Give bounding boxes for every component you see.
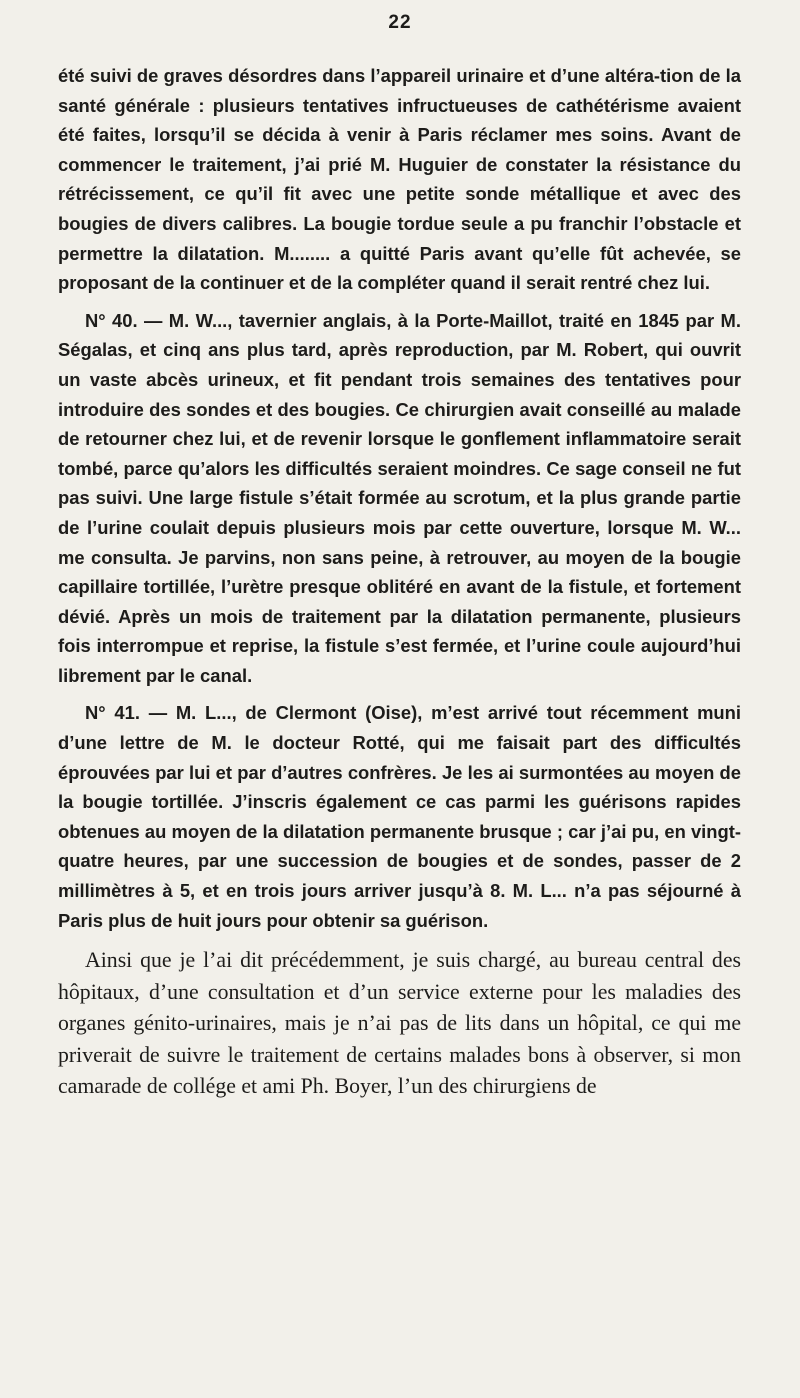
paragraph-conclusion: Ainsi que je l’ai dit précédemment, je suis chargé, au bureau central des hôpitaux, d’une consultation et d’un service externe pour les maladies des organes génito-urinaires, mais je n’ai pas de lits dans un hôpital, ce qui me priverait de suivre le traitement de certains malades bons à observer, si mon camarade de collége et ami Ph. Boyer, l’un des chirurgiens de: [58, 948, 741, 1099]
paragraph-case-41: N° 41. — M. L..., de Clermont (Oise), m’est arrivé tout récemment muni d’une lettre de M. le docteur Rotté, qui me faisait part des difficultés éprouvées par lui et par d’autres confrères. Je les ai surmontées au moyen de la bougie tortillée. J’inscris également ce cas parmi les guérisons rapides obtenues au moyen de la dilatation permanente brusque ; car j’ai pu, en vingt-quatre heures, par une succession de bougies et de sondes, passer de 2 millimètres à 5, et en trois jours arriver jusqu’à 8. M. L... n’a pas séjourné à Paris plus de huit jours pour obtenir sa guérison.: [58, 702, 741, 931]
paragraph-continuation: été suivi de graves désordres dans l’appareil urinaire et d’une altéra-tion de la santé générale : plusieurs tentatives infructueuses de cathétérisme avaient été faites, lorsqu’il se décida à venir à Paris réclamer mes soins. Avant de commencer le traitement, j’ai prié M. Huguier de constater la résistance du rétrécissement, ce qu’il fit avec une petite sonde métallique et avec des bougies de divers calibres. La bougie tordue seule a pu franchir l’obstacle et permettre la dilatation. M........ a quitté Paris avant qu’elle fût achevée, se proposant de la continuer et de la compléter quand il serait rentré chez lui.: [58, 65, 741, 294]
body-text: [58, 61, 741, 1103]
paragraph-case-40: N° 40. — M. W..., tavernier anglais, à la Porte-Maillot, traité en 1845 par M. Ségalas, et cinq ans plus tard, après reproduction, par M. Robert, qui ouvrit un vaste abcès urineux, et fit pendant trois semaines des tentatives pour introduire des sondes et des bougies. Ce chirurgien avait conseillé au malade de retourner chez lui, et de revenir lorsque le gonflement inflammatoire serait tombé, parce qu’alors les difficultés seraient moindres. Ce sage conseil ne fut pas suivi. Une large fistule s’était formée au scrotum, et la plus grande partie de l’urine coulait depuis plusieurs mois par cette ouverture, lorsque M. W... me consulta. Je parvins, non sans peine, à retrouver, au moyen de la bougie capillaire tortillée, l’urètre presque oblitéré en avant de la fistule, et fortement dévié. Après un mois de traitement par la dilatation permanente, plusieurs fois interrompue et reprise, la fistule s’est fermée, et l’urine coule aujourd’hui librement par le canal.: [58, 309, 741, 686]
page-number: 22: [388, 12, 412, 33]
